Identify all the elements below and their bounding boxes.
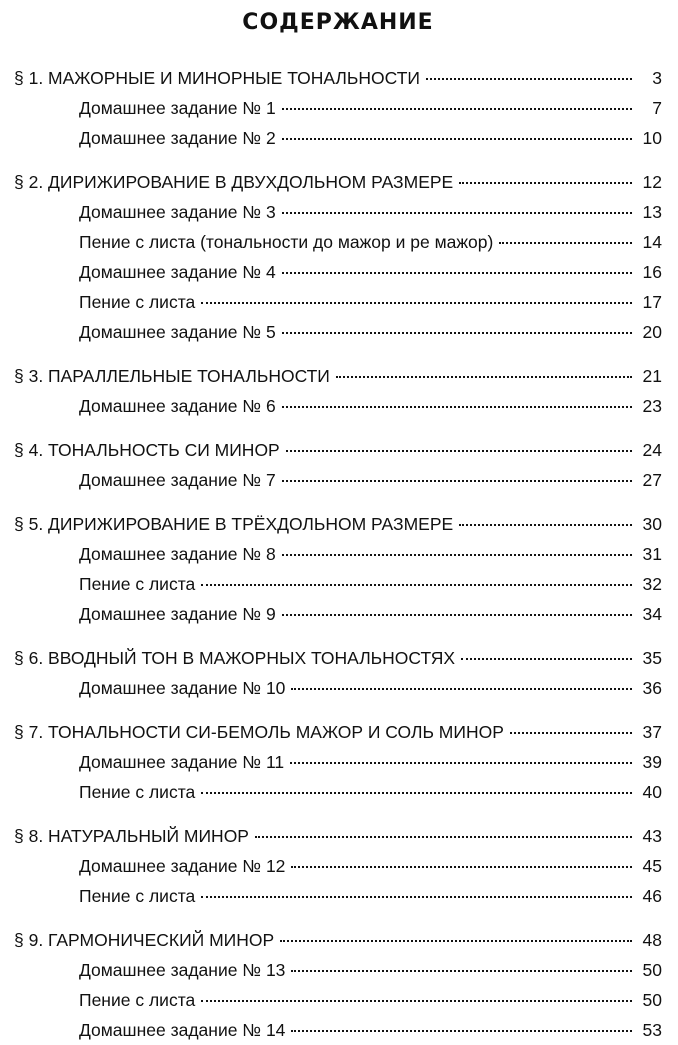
toc-entry[interactable] bbox=[14, 985, 662, 1015]
page-number: 48 bbox=[642, 930, 662, 950]
toc-entry-label: Пение с листа bbox=[79, 990, 196, 1010]
toc-entry[interactable] bbox=[14, 287, 662, 317]
dot-leader bbox=[282, 553, 632, 556]
toc-entry[interactable] bbox=[14, 955, 662, 985]
dot-leader bbox=[282, 137, 632, 140]
toc-entry[interactable] bbox=[14, 257, 662, 287]
toc-entry-label: Домашнее задание № 3 bbox=[79, 202, 276, 222]
page-number: 50 bbox=[642, 990, 662, 1010]
toc-entry[interactable] bbox=[14, 881, 662, 911]
dot-leader bbox=[282, 405, 632, 408]
toc-entry[interactable] bbox=[14, 123, 662, 153]
toc-section bbox=[14, 361, 662, 421]
toc-entry-label: Пение с листа bbox=[79, 886, 196, 906]
page-number: 35 bbox=[642, 648, 662, 668]
page-number: 23 bbox=[642, 396, 662, 416]
page-number: 14 bbox=[642, 232, 662, 252]
page-number: 16 bbox=[642, 262, 662, 282]
page-number: 7 bbox=[652, 98, 662, 118]
page-number: 20 bbox=[642, 322, 662, 342]
page-number: 10 bbox=[642, 128, 662, 148]
dot-leader bbox=[336, 375, 632, 378]
dot-leader bbox=[459, 181, 632, 184]
dot-leader bbox=[201, 999, 632, 1002]
toc-section-heading[interactable] bbox=[14, 821, 662, 851]
toc-entry[interactable] bbox=[14, 227, 662, 257]
page-number: 36 bbox=[642, 678, 662, 698]
dot-leader bbox=[290, 761, 632, 764]
toc-section-heading[interactable] bbox=[14, 167, 662, 197]
toc-entry[interactable] bbox=[14, 317, 662, 347]
dot-leader bbox=[499, 241, 632, 244]
page-number: 50 bbox=[642, 960, 662, 980]
toc-entry-label: Домашнее задание № 8 bbox=[79, 544, 276, 564]
toc-entry-label: Домашнее задание № 4 bbox=[79, 262, 276, 282]
toc-section bbox=[14, 509, 662, 629]
toc-entry-label: Домашнее задание № 2 bbox=[79, 128, 276, 148]
dot-leader bbox=[255, 835, 632, 838]
dot-leader bbox=[201, 301, 632, 304]
page-number: 3 bbox=[652, 68, 662, 88]
toc-section-heading[interactable] bbox=[14, 63, 662, 93]
toc-entry-label: Домашнее задание № 14 bbox=[79, 1020, 286, 1040]
toc-entry-label: Домашнее задание № 12 bbox=[79, 856, 286, 876]
toc-entry-label: Домашнее задание № 1 bbox=[79, 98, 276, 118]
dot-leader bbox=[201, 895, 632, 898]
dot-leader bbox=[280, 939, 632, 942]
page-number: 31 bbox=[642, 544, 662, 564]
page-number: 17 bbox=[642, 292, 662, 312]
page-number: 27 bbox=[642, 470, 662, 490]
toc-section bbox=[14, 63, 662, 153]
toc-entry[interactable] bbox=[14, 465, 662, 495]
toc-entry-label: Пение с листа bbox=[79, 782, 196, 802]
page-number: 12 bbox=[642, 172, 662, 192]
toc-section bbox=[14, 821, 662, 911]
dot-leader bbox=[291, 969, 632, 972]
dot-leader bbox=[282, 479, 632, 482]
page-number: 21 bbox=[642, 366, 662, 386]
toc-entry-label: Пение с листа (тональности до мажор и ре мажор) bbox=[79, 232, 494, 252]
toc-section-title: § 8. НАТУРАЛЬНЫЙ МИНОР bbox=[14, 826, 249, 846]
toc-entry-label: Домашнее задание № 6 bbox=[79, 396, 276, 416]
toc-entry[interactable] bbox=[14, 1015, 662, 1045]
page-number: 24 bbox=[642, 440, 662, 460]
toc-entry-label: Домашнее задание № 9 bbox=[79, 604, 276, 624]
toc-entry[interactable] bbox=[14, 197, 662, 227]
toc-section-title: § 1. МАЖОРНЫЕ И МИНОРНЫЕ ТОНАЛЬНОСТИ bbox=[14, 68, 420, 88]
page-title: СОДЕРЖАНИЕ bbox=[242, 10, 434, 35]
dot-leader bbox=[201, 583, 632, 586]
toc-entry-label: Домашнее задание № 13 bbox=[79, 960, 286, 980]
toc-entry-label: Пение с листа bbox=[79, 574, 196, 594]
toc-entry-label: Домашнее задание № 10 bbox=[79, 678, 286, 698]
toc-section-title: § 4. ТОНАЛЬНОСТЬ СИ МИНОР bbox=[14, 440, 280, 460]
toc-section-title: § 3. ПАРАЛЛЕЛЬНЫЕ ТОНАЛЬНОСТИ bbox=[14, 366, 330, 386]
dot-leader bbox=[201, 791, 632, 794]
dot-leader bbox=[291, 1029, 632, 1032]
page-number: 13 bbox=[642, 202, 662, 222]
dot-leader bbox=[510, 731, 632, 734]
toc-entry[interactable] bbox=[14, 673, 662, 703]
dot-leader bbox=[282, 331, 632, 334]
page-number: 39 bbox=[642, 752, 662, 772]
toc-section bbox=[14, 167, 662, 347]
toc-section-title: § 6. ВВОДНЫЙ ТОН В МАЖОРНЫХ ТОНАЛЬНОСТЯХ bbox=[14, 648, 456, 668]
page-number: 43 bbox=[642, 826, 662, 846]
dot-leader bbox=[291, 687, 632, 690]
dot-leader bbox=[282, 107, 632, 110]
dot-leader bbox=[461, 657, 632, 660]
toc-entry[interactable] bbox=[14, 777, 662, 807]
page-number: 32 bbox=[642, 574, 662, 594]
toc-entry[interactable] bbox=[14, 569, 662, 599]
toc-entry[interactable] bbox=[14, 93, 662, 123]
toc-entry[interactable] bbox=[14, 851, 662, 881]
toc-section-title: § 7. ТОНАЛЬНОСТИ СИ-БЕМОЛЬ МАЖОР И СОЛЬ МИНОР bbox=[14, 722, 504, 742]
toc-entry-label: Домашнее задание № 7 bbox=[79, 470, 276, 490]
toc-section-title: § 2. ДИРИЖИРОВАНИЕ В ДВУХДОЛЬНОМ РАЗМЕРЕ bbox=[14, 172, 454, 192]
page-number: 34 bbox=[642, 604, 662, 624]
page-number: 46 bbox=[642, 886, 662, 906]
toc-section-heading[interactable] bbox=[14, 435, 662, 465]
toc-entry[interactable] bbox=[14, 391, 662, 421]
toc-entry-label: Домашнее задание № 11 bbox=[79, 752, 285, 772]
toc-section bbox=[14, 717, 662, 807]
toc-entry[interactable] bbox=[14, 539, 662, 569]
toc-section bbox=[14, 643, 662, 703]
toc-section-heading[interactable] bbox=[14, 361, 662, 391]
toc-section bbox=[14, 435, 662, 495]
page-number: 40 bbox=[642, 782, 662, 802]
toc-section-title: § 9. ГАРМОНИЧЕСКИЙ МИНОР bbox=[14, 930, 275, 950]
toc-entry[interactable] bbox=[14, 747, 662, 777]
table-of-contents bbox=[14, 63, 662, 1045]
toc-section-heading[interactable] bbox=[14, 925, 662, 955]
page-number: 53 bbox=[642, 1020, 662, 1040]
toc-section-heading[interactable] bbox=[14, 509, 662, 539]
toc-section bbox=[14, 925, 662, 1045]
toc-entry[interactable] bbox=[14, 599, 662, 629]
dot-leader bbox=[282, 211, 632, 214]
toc-section-title: § 5. ДИРИЖИРОВАНИЕ В ТРЁХДОЛЬНОМ РАЗМЕРЕ bbox=[14, 514, 454, 534]
dot-leader bbox=[282, 613, 632, 616]
dot-leader bbox=[291, 865, 632, 868]
page-number: 30 bbox=[642, 514, 662, 534]
toc-entry-label: Пение с листа bbox=[79, 292, 196, 312]
toc-section-heading[interactable] bbox=[14, 717, 662, 747]
dot-leader bbox=[282, 271, 632, 274]
page-number: 37 bbox=[642, 722, 662, 742]
dot-leader bbox=[286, 449, 632, 452]
dot-leader bbox=[426, 77, 632, 80]
page-number: 45 bbox=[642, 856, 662, 876]
toc-section-heading[interactable] bbox=[14, 643, 662, 673]
toc-entry-label: Домашнее задание № 5 bbox=[79, 322, 276, 342]
dot-leader bbox=[459, 523, 632, 526]
